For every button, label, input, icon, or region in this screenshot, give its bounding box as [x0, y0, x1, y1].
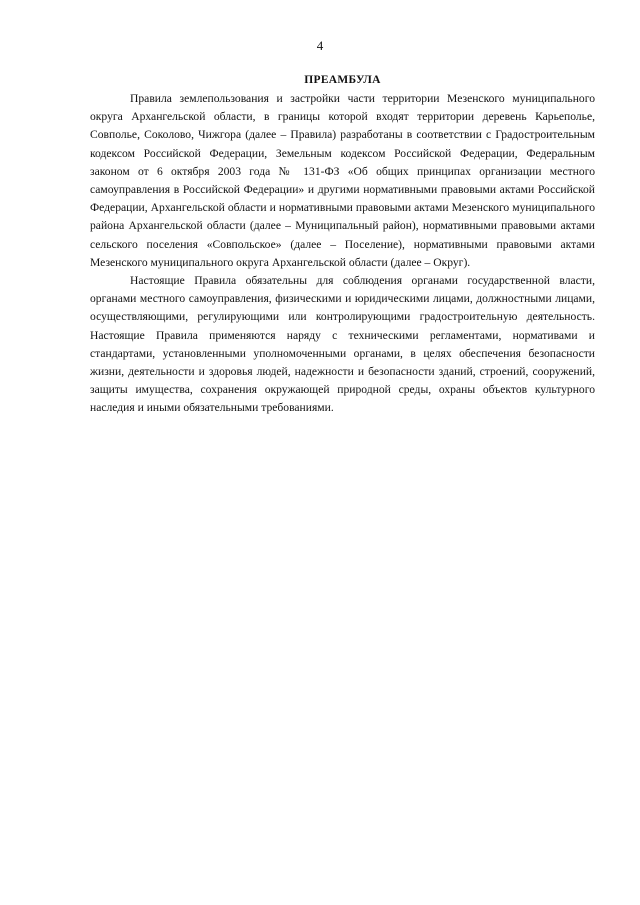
section-heading: ПРЕАМБУЛА: [304, 74, 381, 86]
paragraph-1: Правила землепользования и застройки части территории Мезенского муниципального округа Архангельской области, в границы которой входят территории деревень Карьеполье, Совполье, Соколово, Чижгора (далее – Правила) разработаны в соответствии с Градостроительным кодексом Российской Федерации, Земельным кодексом Российской Федерации, Федеральным законом от 6 октября 2003 года № 131-ФЗ «Об общих принципах организации местного самоуправления в Российской Федерации» и другими нормативными правовыми актами Российской Федерации, Архангельской области и нормативными правовыми актами Мезенского муниципального района Архангельской области (далее – Муниципальный район), нормативными правовыми актами сельского поселения «Совпольское» (далее – Поселение), нормативными правовыми актами Мезенского муниципального округа Архангельской области (далее – Округ).: [90, 92, 595, 269]
document-body: [90, 72, 595, 418]
page-number: 4: [316, 38, 324, 53]
paragraph-2: Настоящие Правила обязательны для соблюдения органами государственной власти, органами местного самоуправления, физическими и юридическими лицами, должностными лицами, осуществляющими, регулирующими или контролирующими градостроительную деятельность. Настоящие Правила применяются наряду с техническими регламентами, нормативами и стандартами, установленными уполномоченными органами, в целях обеспечения безопасности жизни, деятельности и здоровья людей, надежности и безопасности зданий, строений, сооружений, защиты имущества, сохранения окружающей природной среды, охраны объектов культурного наследия и иными обязательными требованиями.: [90, 274, 595, 415]
